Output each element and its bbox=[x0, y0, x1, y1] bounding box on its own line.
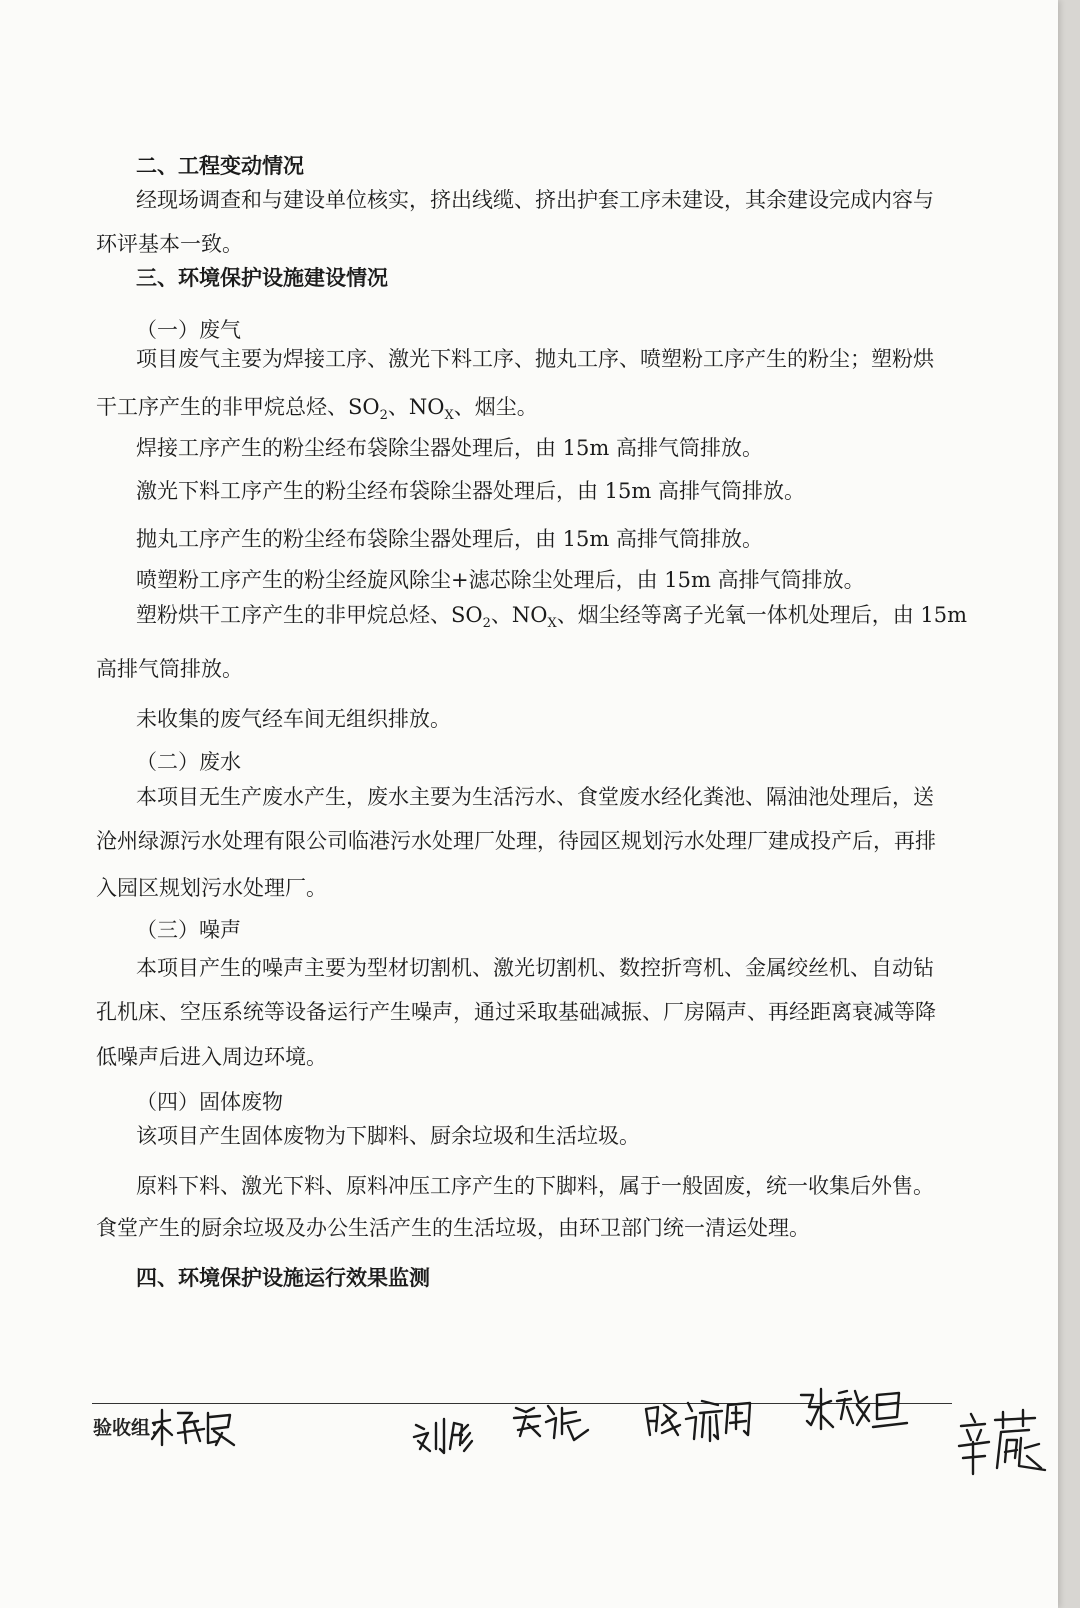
text-run: 塑粉烘干工序产生的非甲烷总烃、SO bbox=[136, 603, 483, 627]
signature-1 bbox=[148, 1405, 238, 1454]
acceptance-group-label: 验收组： bbox=[93, 1417, 170, 1439]
text-run: 干工序产生的非甲烷总烃、SO bbox=[96, 395, 380, 419]
solid-waste-paragraph-2-line-2: 食堂产生的厨余垃圾及办公生活产生的生活垃圾，由环卫部门统一清运处理。 bbox=[96, 1216, 810, 1240]
noise-title: （三）噪声 bbox=[136, 918, 241, 942]
waste-water-paragraph-line-2: 沧州绿源污水处理有限公司临港污水处理厂处理，待园区规划污水处理厂建成投产后，再排 bbox=[96, 829, 936, 853]
solid-waste-title: （四）固体废物 bbox=[136, 1090, 283, 1114]
waste-gas-spray-line: 喷塑粉工序产生的粉尘经旋风除尘+滤芯除尘处理后，由 15m 高排气筒排放。 bbox=[136, 568, 865, 592]
waste-gas-paragraph-line-2 bbox=[96, 393, 538, 424]
section-3-title: 三、环境保护设施建设情况 bbox=[136, 265, 388, 290]
noise-paragraph-line-2: 孔机床、空压系统等设备运行产生噪声，通过采取基础减振、厂房隔声、再经距离衰减等降 bbox=[96, 1000, 936, 1024]
waste-water-title: （二）废水 bbox=[136, 750, 241, 774]
signature-5 bbox=[795, 1385, 915, 1444]
signature-3 bbox=[510, 1400, 595, 1449]
solid-waste-paragraph-1: 该项目产生固体废物为下脚料、厨余垃圾和生活垃圾。 bbox=[136, 1124, 640, 1148]
waste-gas-paragraph-line-1: 项目废气主要为焊接工序、激光下料工序、抛丸工序、喷塑粉工序产生的粉尘；塑粉烘 bbox=[136, 347, 934, 371]
section-2-title: 二、工程变动情况 bbox=[136, 153, 304, 178]
subscript: 2 bbox=[482, 616, 491, 632]
waste-gas-welding-line: 焊接工序产生的粉尘经布袋除尘器处理后，由 15m 高排气筒排放。 bbox=[136, 436, 763, 460]
waste-gas-unorganized-line: 未收集的废气经车间无组织排放。 bbox=[136, 707, 451, 731]
waste-gas-shot-blast-line: 抛丸工序产生的粉尘经布袋除尘器处理后，由 15m 高排气筒排放。 bbox=[136, 527, 763, 551]
signature-4 bbox=[640, 1395, 760, 1454]
section-2-paragraph-line-2: 环评基本一致。 bbox=[96, 232, 243, 256]
noise-paragraph-line-3: 低噪声后进入周边环境。 bbox=[96, 1045, 327, 1069]
waste-gas-title: （一）废气 bbox=[136, 318, 241, 342]
signature-2 bbox=[410, 1415, 480, 1459]
text-run: 、NO bbox=[387, 395, 445, 419]
waste-gas-drying-line-1 bbox=[136, 601, 968, 632]
solid-waste-paragraph-2-line-1: 原料下料、激光下料、原料冲压工序产生的下脚料，属于一般固废，统一收集后外售。 bbox=[136, 1174, 934, 1198]
signature-6 bbox=[955, 1408, 1050, 1487]
waste-gas-drying-line-2: 高排气筒排放。 bbox=[96, 657, 243, 681]
text-run: 、烟尘经等离子光氧一体机处理后，由 15m bbox=[556, 603, 968, 627]
section-2-paragraph-line-1: 经现场调查和与建设单位核实，挤出线缆、挤出护套工序未建设，其余建设完成内容与 bbox=[136, 188, 934, 212]
subscript: X bbox=[444, 408, 454, 424]
noise-paragraph-line-1: 本项目产生的噪声主要为型材切割机、激光切割机、数控折弯机、金属绞丝机、自动钻 bbox=[136, 956, 934, 980]
waste-water-paragraph-line-1: 本项目无生产废水产生，废水主要为生活污水、食堂废水经化粪池、隔油池处理后，送 bbox=[136, 785, 934, 809]
subscript: X bbox=[547, 616, 557, 632]
waste-gas-laser-line: 激光下料工序产生的粉尘经布袋除尘器处理后，由 15m 高排气筒排放。 bbox=[136, 479, 805, 503]
text-run: 、NO bbox=[490, 603, 548, 627]
section-4-title: 四、环境保护设施运行效果监测 bbox=[136, 1265, 430, 1290]
waste-water-paragraph-line-3: 入园区规划污水处理厂。 bbox=[96, 876, 327, 900]
subscript: 2 bbox=[379, 408, 388, 424]
text-run: 、烟尘。 bbox=[453, 395, 538, 419]
